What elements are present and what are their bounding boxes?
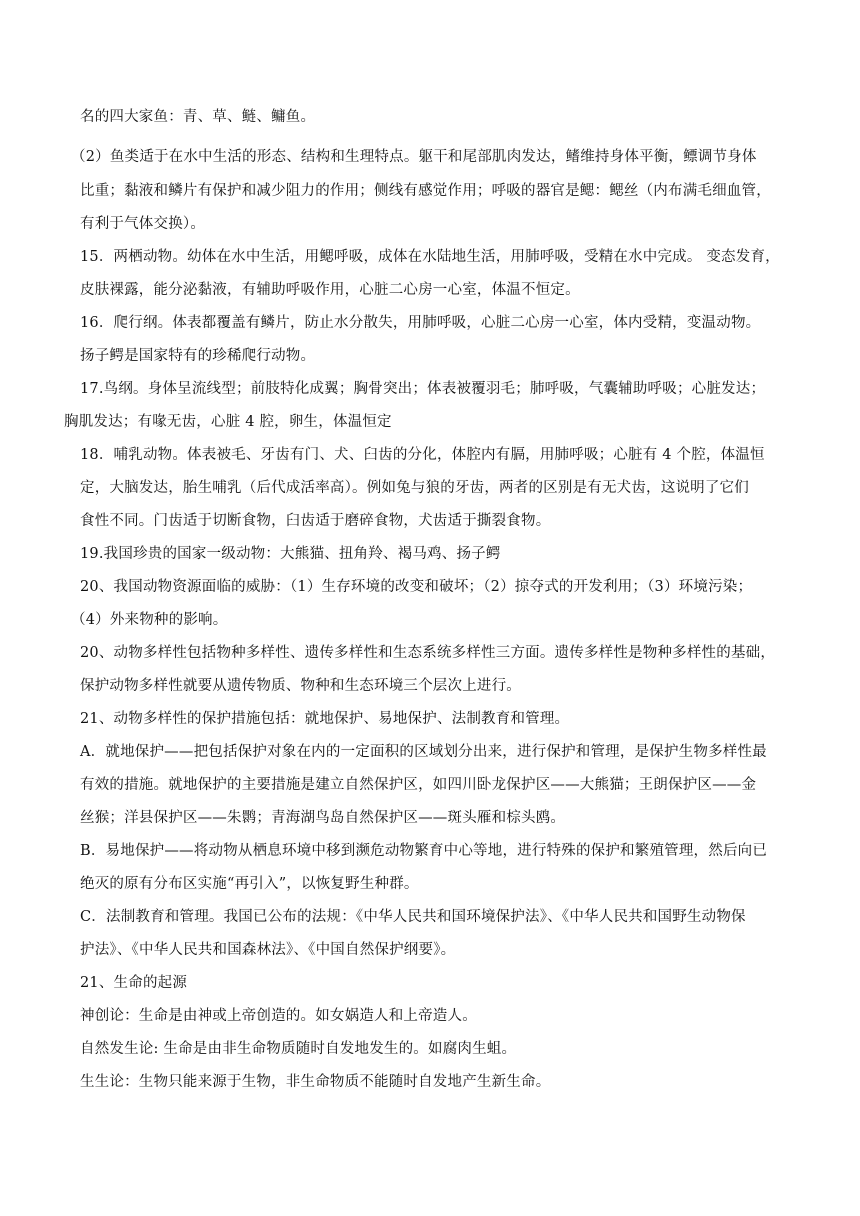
text-line: 胸肌发达；有喙无齿，心脏 4 腔，卵生，体温恒定 <box>64 414 392 430</box>
text-line: 18．哺乳动物。体表被毛、牙齿有门、犬、臼齿的分化，体腔内有膈，用肺呼吸；心脏有 4 个腔，体温恒 <box>80 447 765 463</box>
text-line: （4）外来物种的影响。 <box>71 612 228 628</box>
text-line: （2）鱼类适于在水中生活的形态、结构和生理特点。躯干和尾部肌肉发达，鳍维持身体平衡，鳔调节身体 <box>71 149 757 165</box>
text-line: 21、生命的起源 <box>80 975 188 991</box>
text-line: 名的四大家鱼：青、草、鲢、鳙鱼。 <box>80 109 316 125</box>
text-line: 20、我国动物资源面临的威胁：（1）生存环境的改变和破坏；（2）掠夺式的开发利用；（3）环境污染； <box>80 579 753 595</box>
text-line: C．法制教育和管理。我国已公布的法规：《中华人民共和国环境保护法》、《中华人民共和国野生动物保 <box>80 909 746 925</box>
text-line: 15．两栖动物。幼体在水中生活，用鳃呼吸，成体在水陆地生活，用肺呼吸，受精在水中完成。 变态发育， <box>80 249 780 265</box>
text-line: B．易地保护——将动物从栖息环境中移到濒危动物繁育中心等地，进行特殊的保护和繁殖管理，然后向已 <box>80 843 768 859</box>
text-line: 21、动物多样性的保护措施包括：就地保护、易地保护、法制教育和管理。 <box>80 711 570 727</box>
text-line: 17.鸟纲。身体呈流线型；前肢特化成翼；胸骨突出；体表被覆羽毛；肺呼吸，气囊辅助呼吸；心脏发达； <box>80 381 766 397</box>
text-line: 自然发生论: 生命是由非生命物质随时自发地发生的。如腐肉生蛆。 <box>80 1041 517 1057</box>
text-line: 扬子鳄是国家特有的珍稀爬行动物。 <box>80 348 316 364</box>
text-line: 皮肤裸露，能分泌黏液，有辅助呼吸作用，心脏二心房一心室，体温不恒定。 <box>80 282 580 298</box>
text-line: 生生论：生物只能来源于生物，非生命物质不能随时自发地产生新生命。 <box>80 1074 551 1090</box>
text-line: 有效的措施。就地保护的主要措施是建立自然保护区，如四川卧龙保护区——大熊猫；王朗保护区——金 <box>80 777 757 793</box>
text-line: 19.我国珍贵的国家一级动物：大熊猫、扭角羚、褐马鸡、扬子鳄 <box>80 546 501 562</box>
text-line: 绝灭的原有分布区实施“再引入”，以恢复野生种群。 <box>80 876 419 892</box>
text-line: 16．爬行纲。体表都覆盖有鳞片，防止水分散失，用肺呼吸，心脏二心房一心室，体内受精，变温动物。 <box>80 315 761 331</box>
text-line: A．就地保护——把包括保护对象在内的一定面积的区域划分出来，进行保护和管理，是保护生物多样性最 <box>80 744 767 760</box>
text-line: 比重；黏液和鳞片有保护和减少阻力的作用；侧线有感觉作用；呼吸的器官是鳃：鳃丝（内布满毛细血管， <box>80 183 771 199</box>
text-line: 丝猴；洋县保护区——朱鹮；青海湖鸟岛自然保护区——斑头雁和棕头鸥。 <box>80 810 566 826</box>
text-line: 食性不同。门齿适于切断食物，臼齿适于磨碎食物，犬齿适于撕裂食物。 <box>80 513 551 529</box>
text-line: 护法》、《中华人民共和国森林法》、《中国自然保护纲要》。 <box>80 942 456 958</box>
text-line: 20、动物多样性包括物种多样性、遗传多样性和生态系统多样性三方面。遗传多样性是物种多样性的基础， <box>80 645 776 661</box>
text-line: 定，大脑发达，胎生哺乳（后代成活率高）。例如兔与狼的牙齿，两者的区别是有无犬齿，这说明了它们 <box>80 480 749 496</box>
text-line: 保护动物多样性就要从遗传物质、物种和生态环境三个层次上进行。 <box>80 678 521 694</box>
text-line: 神创论：生命是由神或上帝创造的。如女娲造人和上帝造人。 <box>80 1008 477 1024</box>
text-line: 有利于气体交换）。 <box>80 216 206 232</box>
